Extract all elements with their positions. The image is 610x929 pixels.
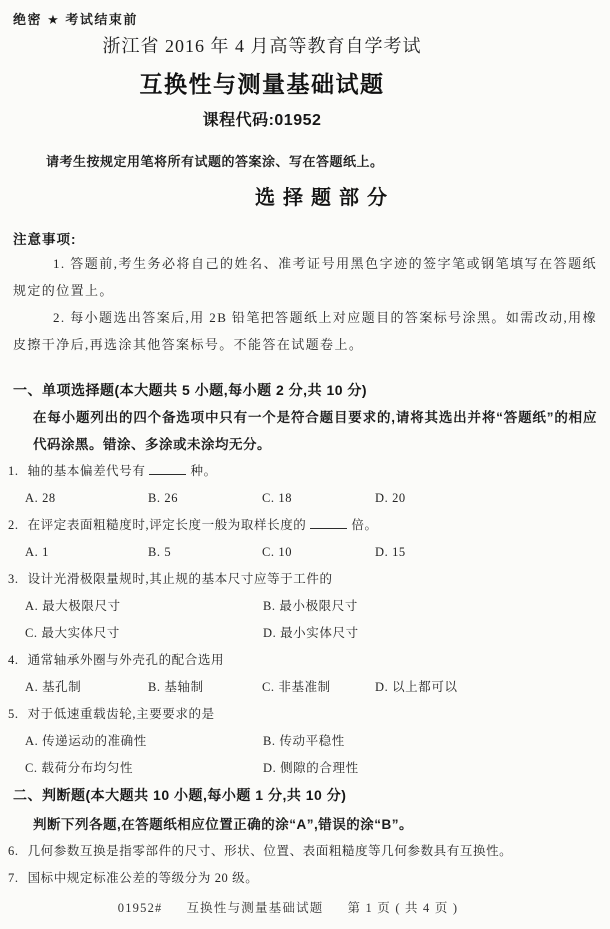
option-d: D. 最小实体尺寸 xyxy=(263,626,359,640)
footer-exam-title: 互换性与测量基础试题 xyxy=(186,901,324,915)
question-text: 通常轴承外圈与外壳孔的配合选用 xyxy=(27,653,225,667)
option-d: D. 20 xyxy=(375,491,406,505)
question-3-options xyxy=(25,593,597,647)
option-b: B. 基轴制 xyxy=(148,680,204,694)
question-4 xyxy=(8,647,597,701)
question-4-options xyxy=(25,674,597,701)
option-c: C. 18 xyxy=(262,491,293,505)
question-1-options xyxy=(25,485,597,512)
option-c: C. 10 xyxy=(262,545,293,559)
exam-session-title: 浙江省 2016 年 4 月高等教育自学考试 xyxy=(102,36,422,56)
option-b: B. 5 xyxy=(148,545,172,559)
classification-banner: 绝密 ★ 考试结束前 xyxy=(13,12,138,27)
question-3 xyxy=(8,566,597,647)
section-2-instruction: 判断下列各题,在答题纸相应位置正确的涂“A”,错误的涂“B”。 xyxy=(33,817,413,832)
question-6 xyxy=(8,838,597,865)
option-a: A. 基孔制 xyxy=(25,680,82,694)
question-2-options xyxy=(25,539,597,566)
question-number: 2. xyxy=(8,518,19,532)
option-a: A. 1 xyxy=(25,545,49,559)
question-1 xyxy=(8,458,597,512)
section-2-heading: 二、判断题(本大题共 10 小题,每小题 1 分,共 10 分) xyxy=(13,787,347,803)
section-1-instruction: 在每小题列出的四个备选项中只有一个是符合题目要求的,请将其选出并将“答题纸”的相应代码涂黑。错涂、多涂或未涂均无分。 xyxy=(33,410,597,452)
question-text: 几何参数互换是指零部件的尺寸、形状、位置、表面粗糙度等几何参数具有互换性。 xyxy=(27,844,513,858)
question-text: 国标中规定标准公差的等级分为 20 级。 xyxy=(27,871,259,885)
question-number: 3. xyxy=(8,572,19,586)
question-text-after: 种。 xyxy=(190,464,217,478)
option-d: D. 以上都可以 xyxy=(375,680,458,694)
section-1-heading: 一、单项选择题(本大题共 5 小题,每小题 2 分,共 10 分) xyxy=(13,382,368,398)
question-4-stem xyxy=(8,647,597,674)
answer-sheet-notice: 请考生按规定用笔将所有试题的答案涂、写在答题纸上。 xyxy=(46,154,384,169)
course-code: 课程代码:01952 xyxy=(202,112,322,129)
question-number: 1. xyxy=(8,464,19,478)
question-number: 6. xyxy=(8,844,19,858)
option-a: A. 传递运动的准确性 xyxy=(25,734,147,748)
question-number: 4. xyxy=(8,653,19,667)
option-b: B. 26 xyxy=(148,491,179,505)
part-heading: 选择题部分 xyxy=(255,187,395,209)
question-7-stem xyxy=(8,865,597,892)
question-number: 5. xyxy=(8,707,19,721)
question-number: 7. xyxy=(8,871,19,885)
answer-blank xyxy=(149,461,186,475)
notes-heading: 注意事项: xyxy=(13,232,77,247)
page-footer xyxy=(13,900,563,917)
question-2 xyxy=(8,512,597,566)
question-5 xyxy=(8,701,597,782)
question-1-stem xyxy=(8,458,597,485)
option-c: C. 最大实体尺寸 xyxy=(25,626,120,640)
option-c: C. 载荷分布均匀性 xyxy=(25,761,134,775)
question-text: 设计光滑极限量规时,其止规的基本尺寸应等于工件的 xyxy=(27,572,333,586)
question-5-stem xyxy=(8,701,597,728)
question-7 xyxy=(8,865,597,892)
question-2-stem xyxy=(8,512,597,539)
question-text: 在评定表面粗糙度时,评定长度一般为取样长度的 xyxy=(27,518,307,532)
exam-title: 互换性与测量基础试题 xyxy=(139,71,385,97)
option-a: A. 28 xyxy=(25,491,56,505)
option-b: B. 传动平稳性 xyxy=(263,734,345,748)
option-d: D. 侧隙的合理性 xyxy=(263,761,359,775)
question-5-options xyxy=(25,728,597,782)
option-c: C. 非基准制 xyxy=(262,680,331,694)
footer-page-number: 第 1 页 ( 共 4 页 ) xyxy=(347,901,459,915)
note-item-1: 1. 答题前,考生务必将自己的姓名、准考证号用黑色字迹的签字笔或钢笔填写在答题纸规定的位置上。 xyxy=(13,256,597,298)
question-text: 轴的基本偏差代号有 xyxy=(27,464,146,478)
exam-header xyxy=(13,34,511,130)
option-a: A. 最大极限尺寸 xyxy=(25,599,121,613)
option-d: D. 15 xyxy=(375,545,406,559)
question-3-stem xyxy=(8,566,597,593)
answer-blank xyxy=(310,515,347,529)
footer-course-code: 01952# xyxy=(117,901,163,915)
question-text-after: 倍。 xyxy=(351,518,378,532)
question-6-stem xyxy=(8,838,597,865)
note-item-2: 2. 每小题选出答案后,用 2B 铅笔把答题纸上对应题目的答案标号涂黑。如需改动,用橡皮擦干净后,再选涂其他答案标号。不能答在试题卷上。 xyxy=(13,310,597,352)
option-b: B. 最小极限尺寸 xyxy=(263,599,358,613)
question-text: 对于低速重载齿轮,主要要求的是 xyxy=(27,707,215,721)
